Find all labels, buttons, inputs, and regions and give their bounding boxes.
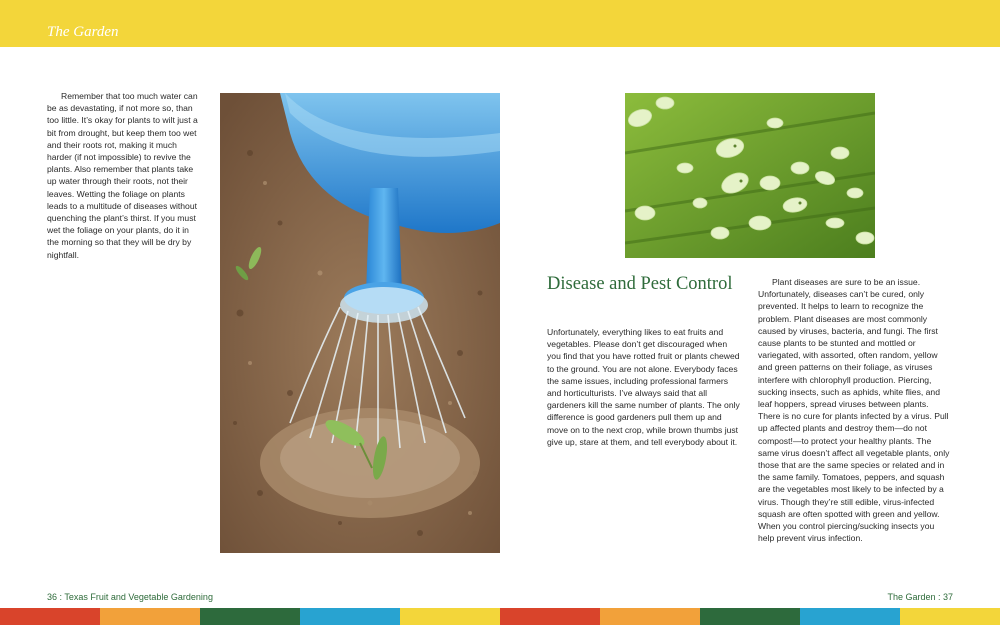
left-column-text [47, 90, 203, 261]
disease-column-text [758, 276, 951, 544]
footer-stripe [100, 608, 200, 625]
footer-stripe [800, 608, 900, 625]
watering-paragraph: Remember that too much water can be as devastating, if not more so, than too little. It’s okay for plants to wilt just a bit from drought, but keep them too wet and their roots rot, making it much harder (if not impossible) to revive the plants. Also remember that plants take up water through their roots, not their leaves. Wetting the foliage on plants leads to a multitude of diseases without quenching the plant’s thirst. If you must wet the foliage on your plants, do it in the morning so that they will be dry by nightfall. [47, 91, 198, 260]
folio-right: The Garden : 37 [887, 592, 953, 602]
footer-stripe [900, 608, 1000, 625]
watering-can-photo [220, 93, 500, 553]
footer-stripe [0, 608, 100, 625]
aphids-photo [625, 93, 875, 258]
header-band [0, 0, 1000, 47]
intro-column-text [547, 326, 743, 448]
disease-paragraph: Plant diseases are sure to be an issue. Unfortunately, diseases can’t be cured, only prevented. It helps to learn to recognize the problem. Plant diseases are most commonly caused by viruses, bacteria, and fungi. The first cause plants to be stunted and mottled or variegated, with assorted, often random, yellow and green patterns on their foliage, as viruses interfere with chlorophyll production. Piercing, sucking insects, such as aphids, white flies, and leaf hoppers, spread viruses between plants. There is no cure for plants infected by a virus. Pull up affected plants and destroy them—do not compost!—to protect your healthy plants. The same virus doesn’t affect all vegetable plants, only those that are the same species or related and in the same family. Tomatoes, peppers, and squash are the vegetables most likely to be infected by a virus. Though they’re still edible, virus-infected squash are often spotted with green and yellow. When you control piercing/sucking insects you help prevent virus infection. [758, 277, 950, 544]
running-head: The Garden [47, 24, 119, 40]
footer-stripe [200, 608, 300, 625]
section-heading: Disease and Pest Control [547, 274, 733, 294]
folio-left: 36 : Texas Fruit and Vegetable Gardening [47, 592, 213, 602]
footer-stripe [700, 608, 800, 625]
intro-paragraph: Unfortunately, everything likes to eat fruits and vegetables. Please don’t get discouraged when you find that you have rotted fruit or plants chewed to the ground. You are not alone. Everybody faces the same issues, including professional farmers and horticulturists. I’ve always said that all gardeners kill the same number of plants. The only difference is good gardeners pull them up and move on to the next crop, while brown thumbs just give up, stare at them, and tell everybody about it. [547, 327, 740, 447]
footer-stripe [300, 608, 400, 625]
footer-stripe [400, 608, 500, 625]
footer-stripe [500, 608, 600, 625]
footer-stripe [600, 608, 700, 625]
footer-color-band [0, 608, 1000, 625]
